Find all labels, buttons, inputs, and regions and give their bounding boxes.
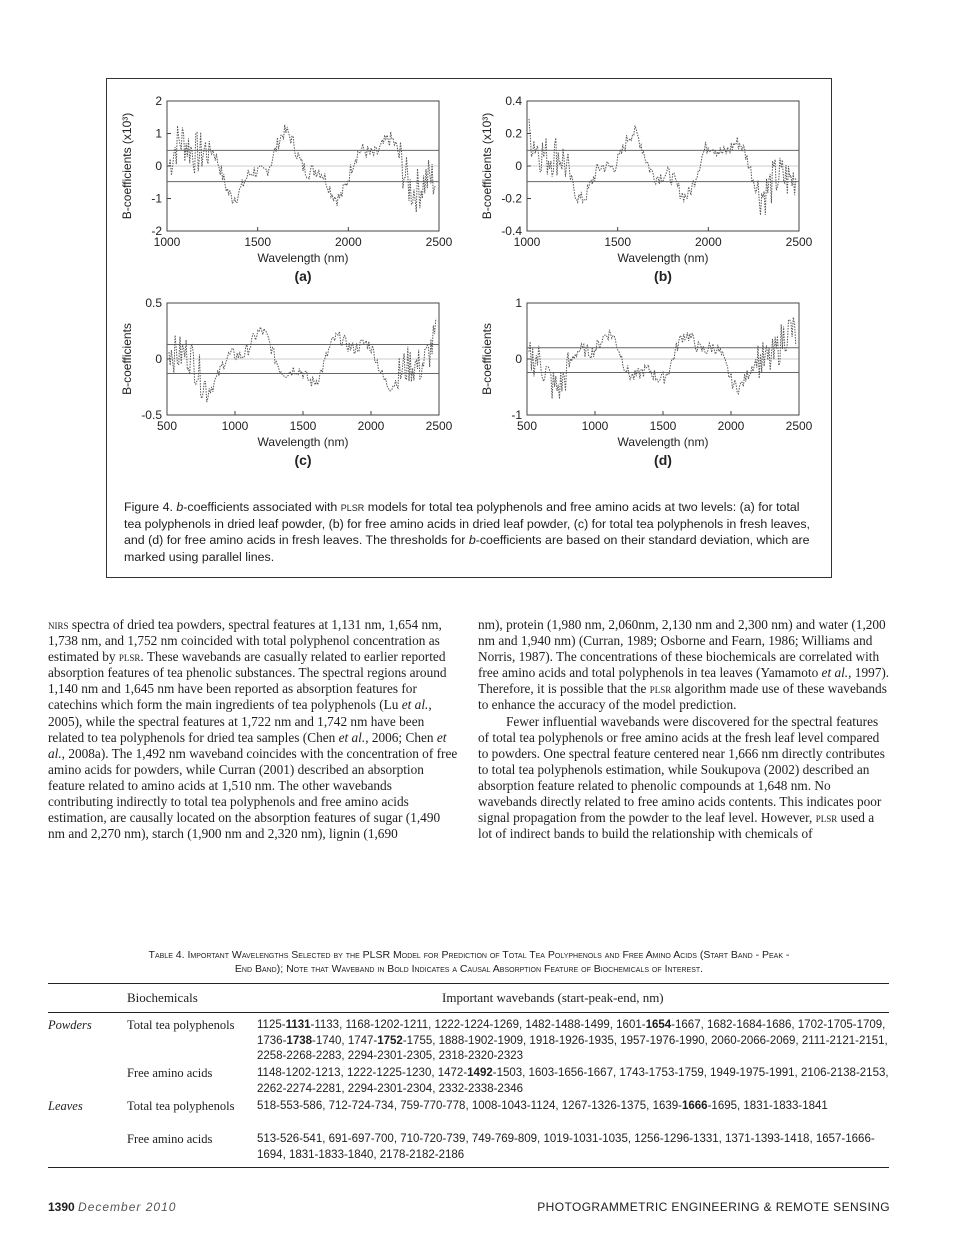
y-axis-label: B-coefficients (x10³) [480,112,494,220]
caption-b-italic: b [176,500,184,514]
waveband-text: 1125- [257,1019,286,1031]
y-tick-label: 0.4 [505,94,522,108]
journal-name: PHOTOGRAMMETRIC ENGINEERING & REMOTE SENSING [537,1200,890,1214]
panel-label-a: (a) [294,268,312,284]
y-tick-label: 0 [515,159,522,173]
caption-text: models for total tea polyphenols and free amino acids at two levels: (a) for total tea polyphenols in dried leaf powder, (b) for free amino acids in dried leaf powder, (c) for total tea polyphenols in fresh leaves, and (d) for free amino acids in fresh leaves. The thresholds for [124,500,810,547]
page-footer-left [48,1200,176,1214]
table-header-biochemicals: Biochemicals [127,990,198,1005]
waveband-text: -1133, 1168-1202-1211, 1222-1224-1269, 1482-1488-1499, 1601- [310,1019,646,1031]
table-biochem-cell: Free amino acids [127,1066,213,1080]
y-tick-label: 0.5 [145,296,162,310]
x-tick-label: 500 [516,419,538,433]
y-axis-label: B-coefficients (x10³) [120,112,134,220]
y-tick-label: 2 [155,94,162,108]
y-tick-label: 0.2 [505,126,522,141]
waveband-bold: 1752 [377,1034,403,1047]
table-4-title [48,948,890,976]
waveband-text: -1695, 1831-1833-1841 [707,1100,828,1112]
body-column-right [478,617,890,842]
text-run: , 2008a). The 1,492 nm waveband coincides with the concentration of free amino acids for powders, while Curran (2001) described an absorption feature related to amino acids at 1,510 nm. The other wavebands contributing indirectly to total tea polyphenols and free amino acids estimation, are causally located on the absorption features of sugar (1,490 nm and 2,270 nm), starch (1,900 nm and 2,320 nm), lignin (1,690 [48,745,458,842]
x-tick-label: 2000 [694,235,722,249]
caption-text: -coefficients are based on their standard deviation, which are marked using parallel lines. [124,533,810,564]
table-waveband-cell: 513-526-541, 691-697-700, 710-720-739, 749-769-809, 1019-1031-1035, 1256-1296-1331, 1371-1393-1418, 1657-1666-1694, 1831-1833-1840, 2178-2182-2186 [257,1133,875,1161]
table-rule [48,1012,889,1013]
x-tick-label: 2500 [785,235,813,249]
x-tick-label: 2000 [717,419,745,433]
x-tick-label: 1000 [153,235,181,249]
body-column-left [48,617,460,842]
waveband-bold: 1666 [682,1100,708,1112]
x-tick-label: 2500 [425,419,453,433]
waveband-bold: 1492 [467,1067,493,1079]
x-tick-label: 1000 [581,419,609,433]
table-title-line: End Band); Note that Waveband in Bold Indicates a Causal Absorption Feature of Biochemicals of Interest. [234,963,704,975]
table-header-wavebands: Important wavebands (start-peak-end, nm) [442,990,664,1005]
x-axis-label: Wavelength (nm) [257,251,349,265]
waveband-text: -1740, 1747- [312,1034,378,1047]
y-tick-label: 0 [155,352,162,366]
caption-text: -coefficients associated with [183,500,341,514]
et-al: et al. [401,697,429,713]
plsr-abbrev: plsr [118,649,141,665]
et-al: et al. [821,665,849,681]
x-tick-label: 1500 [649,419,677,433]
x-tick-label: 1000 [513,235,541,249]
text-run: , 2006; Chen [365,729,437,745]
paragraph [478,617,890,714]
caption-plsr: plsr [340,500,365,514]
text-run: spectra of dried tea powders, spectral features at 1,131 nm, 1,654 nm, 1,738 nm, and 1,752 nm coincided with total polyphenol concentration as estimated by [48,617,442,665]
text-run: algorithm made use of these wavebands to enhance the accuracy of the model prediction. [478,681,887,713]
text-run: used a lot of indirect bands to build the relationship with chemicals of [478,810,875,842]
plsr-abbrev: plsr [649,681,672,697]
y-tick-label: -0.2 [501,191,522,206]
figure-caption [124,499,814,565]
x-axis-label: Wavelength (nm) [257,435,349,449]
x-tick-label: 1000 [221,419,249,433]
et-al: et al. [48,729,447,761]
table-biochem-cell: Total tea polyphenols [127,1018,235,1032]
table-waveband-cell [257,1066,893,1097]
paragraph [478,714,890,843]
waveband-text: 1148-1202-1213, 1222-1225-1230, 1472- [257,1067,468,1079]
caption-b-italic: b [468,533,476,547]
waveband-text: -1503, 1603-1656-1667, 1743-1753-1759, 1949-1975-1991, 2106-2138-2153, 2262-2274-2281, 2294-2301-2304, 2332-2338-2346 [257,1067,889,1095]
text-run: Fewer influential wavebands were discovered for the spectral features of total tea polyphenols or free amino acids at the fresh leaf level compared to powders. One spectral feature centered near 1,666 nm directly contributes to total tea polyphenols estimation, while Soukupova (2002) described an absorption feature related to phenolic compounds at 1,648 nm. No wavebands directly related to free amino acids contents. This indicates poor signal propagation from the powder to the leaf level. However, [478,713,885,826]
y-tick-label: -0.5 [141,408,162,422]
waveband-text: -1755, 1888-1902-1909, 1918-1926-1935, 1957-1976-1990, 2060-2066-2069, 2111-2121-2151, 2258-2268-2283, 2294-2301-2305, 2318-2320-2323 [257,1034,888,1063]
table-group-leaves: Leaves [48,1099,83,1113]
x-axis-label: Wavelength (nm) [617,251,709,265]
table-waveband-cell [257,1018,893,1065]
x-axis-label: Wavelength (nm) [617,435,709,449]
x-tick-label: 1500 [289,419,317,433]
x-tick-label: 500 [156,419,178,433]
table-group-powders: Powders [48,1018,92,1032]
table-rule [48,1167,889,1168]
waveband-bold: 1738 [286,1034,313,1047]
waveband-text: -1667, 1682-1684-1686, 1702-1705-1709, 1736- [257,1019,886,1047]
issue-date: December 2010 [78,1200,177,1214]
y-tick-label: -1 [151,191,162,206]
y-tick-label: 1 [515,296,522,310]
y-tick-label: -0.4 [501,224,522,238]
x-tick-label: 2000 [334,235,362,249]
page-number: 1390 [48,1200,75,1214]
table-title-line: Table 4. Important Wavelengths Selected by the PLSR Model for Prediction of Total Tea Polyphenols and Free Amino Acids (Start Band - Peak - [148,949,790,961]
plsr-abbrev: plsr [815,810,838,826]
x-tick-label: 2500 [425,235,453,249]
x-tick-label: 1500 [604,235,632,249]
table-rule [48,983,889,984]
panel-label-b: (b) [654,268,672,284]
table-biochem-cell: Total tea polyphenols [127,1099,235,1113]
paragraph [48,617,460,842]
y-tick-label: 0 [155,159,162,173]
et-al: et al. [338,729,366,745]
panel-label-d: (d) [654,452,672,468]
text-run: nm), protein (1,980 nm, 2,060nm, 2,130 nm and 2,300 nm) and water (1,200 nm and 1,940 nm) (Curran, 1989; Osborne and Fearn, 1986; Williams and Norris, 1987). The concentrations of these biochemicals are correlated with free amino acids and total polyphenols in tea leaves (Yamamoto [478,617,886,681]
y-axis-label: B-coefficients [480,323,494,395]
x-tick-label: 2000 [357,419,385,433]
text-run: , 2005), while the spectral features at 1,722 nm and 1,742 nm have been related to tea polyphenols for dried tea samples (Chen [48,697,432,745]
waveband-text: 518-553-586, 712-724-734, 759-770-778, 1008-1043-1124, 1267-1326-1375, 1639- [257,1100,682,1112]
y-tick-label: -2 [151,224,162,238]
caption-prefix: Figure 4. [124,500,177,514]
y-tick-label: 1 [155,126,162,141]
text-run: , 1997). Therefore, it is possible that the [478,665,890,697]
table-waveband-cell [257,1099,893,1115]
panel-label-c: (c) [294,452,312,468]
nirs-abbrev: nirs [48,617,69,632]
x-tick-label: 2500 [785,419,813,433]
x-tick-label: 1500 [244,235,272,249]
text-run: . These wavebands are casually related to earlier reported absorption features of tea phenolic substances. The spectral regions around 1,140 nm and 1,645 nm have been reported as absorption features for catechins which form the main ingredients of tea polyphenols (Lu [48,649,447,713]
y-tick-label: 0 [515,352,522,366]
table-biochem-cell: Free amino acids [127,1132,213,1146]
waveband-bold: 1131 [285,1019,311,1031]
waveband-bold: 1654 [645,1019,672,1031]
y-tick-label: -1 [511,408,522,422]
y-axis-label: B-coefficients [120,323,134,395]
